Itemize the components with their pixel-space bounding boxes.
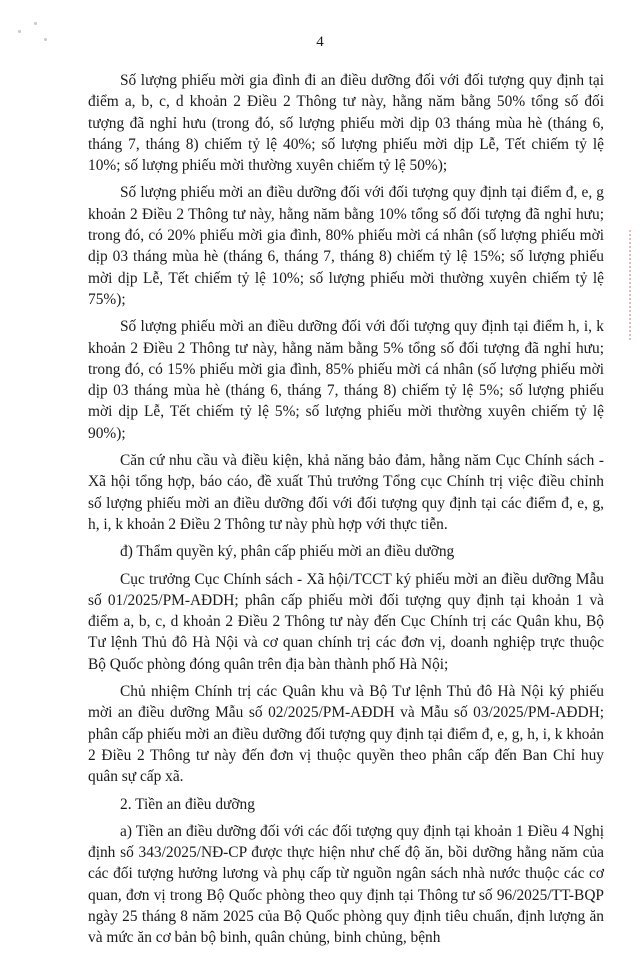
margin-mark	[629, 230, 634, 340]
paragraph-director-signing: Cục trưởng Cục Chính sách - Xã hội/TCCT ký phiếu mời an điều dưỡng Mẫu số 01/2025/PM-AĐDH; phân cấp phiếu mời đối tượng quy định tại khoản 1 và điểm a, b, c, d khoản 2 Điều 2 Thông tư này đến Cục Chính trị các Quân khu, Bộ Tư lệnh Thủ đô Hà Nội và cơ quan chính trị các đơn vị, doanh nghiệp trực thuộc Bộ Quốc phòng đóng quân trên địa bàn thành phố Hà Nội;	[88, 570, 604, 673]
paragraph-family-invitation-quota: Số lượng phiếu mời gia đình đi an điều dưỡng đối với đối tượng quy định tại điểm a, b, c, d khoản 2 Điều 2 Thông tư này, hằng năm bằng 50% tổng số đối tượng đã nghỉ hưu (trong đó, số lượng phiếu mời dịp 03 tháng mùa hè (tháng 6, tháng 7, tháng 8) chiếm tỷ lệ 40%; số lượng phiếu mời dịp Lễ, Tết chiếm tỷ lệ 10%; số lượng phiếu mời thường xuyên chiếm tỷ lệ 50%);	[88, 72, 604, 175]
section-heading-convalescence-money: 2. Tiền an điều dưỡng	[120, 795, 255, 813]
page-number: 4	[316, 34, 324, 50]
paragraph-quota-h-i-k: Số lượng phiếu mời an điều dưỡng đối với đối tượng quy định tại điểm h, i, k khoản 2 Điều 2 Thông tư này, hằng năm bằng 5% tổng số đối tượng đã nghỉ hưu; trong đó, có 15% phiếu mời gia đình, 85% phiếu mời cá nhân (số lượng phiếu mời dịp 03 tháng mùa hè (tháng 6, tháng 7, tháng 8) chiếm tỷ lệ 5%; số lượng phiếu mời dịp Lễ, Tết chiếm tỷ lệ 5%; số lượng phiếu mời thường xuyên chiếm tỷ lệ 90%);	[88, 318, 604, 442]
scan-speck	[18, 30, 21, 33]
section-heading-signing-authority: đ) Thẩm quyền ký, phân cấp phiếu mời an điều dưỡng	[120, 543, 455, 561]
paragraph-annual-adjustment: Căn cứ nhu cầu và điều kiện, khả năng bảo đảm, hằng năm Cục Chính sách - Xã hội tổng hợp, báo cáo, đề xuất Thủ trưởng Tổng cục Chính trị việc điều chỉnh số lượng phiếu mời an điều dưỡng đối với đối tượng quy định tại các điểm đ, e, g, h, i, k khoản 2 Điều 2 Thông tư này phù hợp với thực tiễn.	[88, 452, 604, 533]
paragraph-quota-d-e-g: Số lượng phiếu mời an điều dưỡng đối với đối tượng quy định tại điểm đ, e, g khoản 2 Điều 2 Thông tư này, hằng năm bằng 10% tổng số đối tượng đã nghỉ hưu; trong đó, có 20% phiếu mời gia đình, 80% phiếu mời cá nhân (số lượng phiếu mời dịp 03 tháng mùa hè (tháng 6, tháng 7, tháng 8) chiếm tỷ lệ 15%; số lượng phiếu mời dịp Lễ, Tết chiếm tỷ lệ 10%; số lượng phiếu mời thường xuyên chiếm tỷ lệ 75%);	[88, 184, 604, 308]
scan-speck	[34, 22, 37, 25]
document-body	[88, 70, 604, 955]
paragraph-political-chief-signing: Chủ nhiệm Chính trị các Quân khu và Bộ Tư lệnh Thủ đô Hà Nội ký phiếu mời an điều dưỡng Mẫu số 02/2025/PM-AĐDH và Mẫu số 03/2025/PM-AĐDH; phân cấp phiếu mời an điều dưỡng đối tượng quy định tại điểm đ, e, g, h, i, k khoản 2 Điều 2 Thông tư này đến đơn vị thuộc quyền theo phân cấp đến Ban Chỉ huy quân sự cấp xã.	[88, 683, 604, 786]
paragraph-convalescence-money-a: a) Tiền an điều dưỡng đối với các đối tượng quy định tại khoản 1 Điều 4 Nghị định số 343/2025/NĐ-CP được thực hiện như chế độ ăn, bồi dưỡng hằng năm của các đối tượng hưởng lương và phụ cấp từ nguồn ngân sách nhà nước thuộc các cơ quan, đơn vị trong Bộ Quốc phòng theo quy định tại Thông tư số 96/2025/TT-BQP ngày 25 tháng 8 năm 2025 của Bộ Quốc phòng quy định tiêu chuẩn, định lượng ăn và mức ăn cơ bản bộ binh, quân chủng, binh chủng, bệnh	[88, 822, 604, 947]
